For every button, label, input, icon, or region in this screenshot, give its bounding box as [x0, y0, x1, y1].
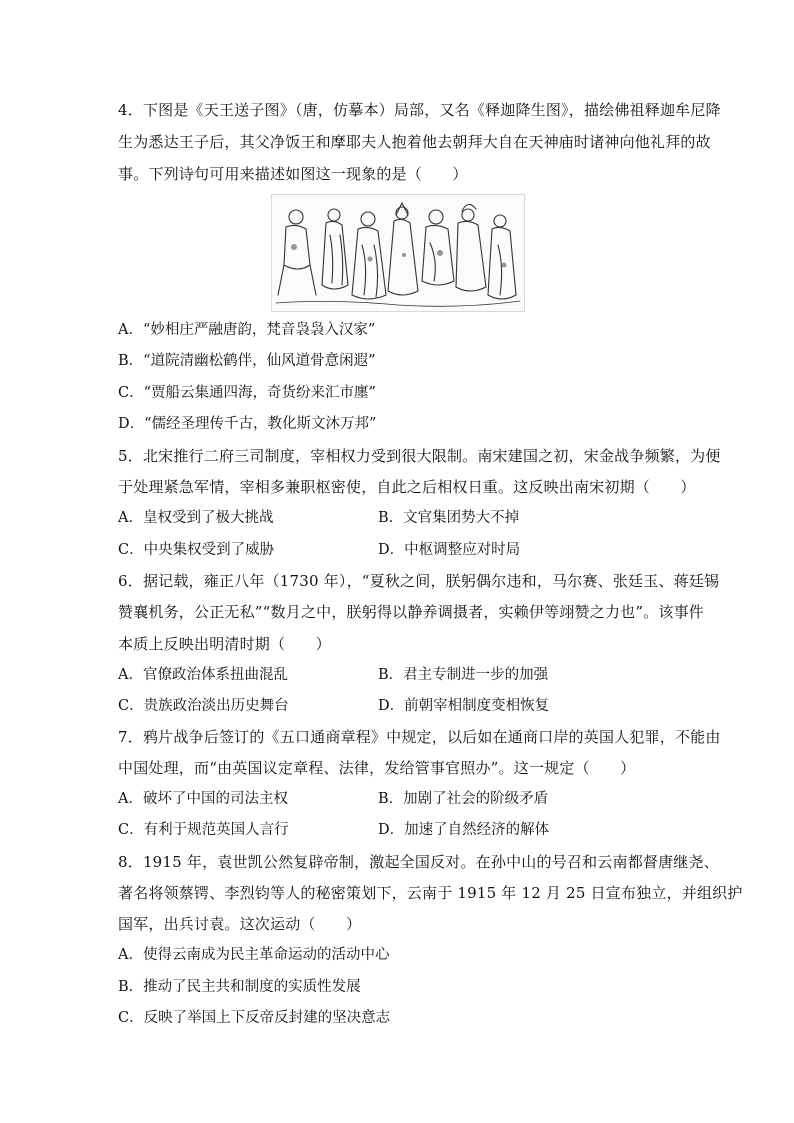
q4-stem-line-3: 事。下列诗句可用来描述如图这一现象的是（ ） — [118, 165, 468, 183]
q5-option-a[interactable]: A．皇权受到了极大挑战 — [118, 510, 274, 526]
q4-option-b[interactable]: B．“道院清幽松鹤伴，仙风道骨意闲遐” — [118, 353, 376, 369]
q8-stem-line-3: 国军，出兵讨袁。这次运动（ ） — [118, 915, 362, 933]
q6-stem-line-1: 6．据记载，雍正八年（1730 年），“夏秋之间，朕躬偶尔违和，马尔赛、张廷玉、蒋廷锡 — [118, 572, 720, 590]
q5-stem-line-2: 于处理紧急军情，宰相多兼职枢密使，自此之后相权日重。这反映出南宋初期（ ） — [118, 478, 696, 496]
q4-option-c[interactable]: C．“贾船云集通四海，奇货纷来汇市廛” — [118, 385, 376, 401]
q4-figure-image — [271, 194, 525, 312]
q4-option-a[interactable]: A．“妙相庄严融唐韵，梵音袅袅入汉家” — [118, 322, 376, 338]
q7-stem-line-1: 7．鸦片战争后签订的《五口通商章程》中规定，以后如在通商口岸的英国人犯罪，不能由 — [118, 728, 721, 746]
q7-stem-line-2: 中国处理，而“由英国议定章程、法律，发给管事官照办”。这一规定（ ） — [118, 759, 636, 777]
q5-option-b[interactable]: B．文官集团势大不掉 — [378, 510, 520, 526]
q4-option-d[interactable]: D．“儒经圣理传千古，教化斯文沐万邦” — [118, 416, 377, 432]
q7-option-a[interactable]: A．破坏了中国的司法主权 — [118, 791, 288, 807]
q8-stem-line-1: 8．1915 年，袁世凯公然复辟帝制，激起全国反对。在孙中山的号召和云南都督唐继尧、 — [118, 853, 719, 871]
q8-stem-line-2: 著名将领蔡锷、李烈钧等人的秘密策划下，云南于 1915 年 12 月 25 日宣布独立，并组织护 — [118, 884, 743, 902]
q5-option-c[interactable]: C．中央集权受到了威胁 — [118, 542, 275, 558]
q7-option-b[interactable]: B．加剧了社会的阶级矛盾 — [378, 791, 549, 807]
q6-option-a[interactable]: A．官僚政治体系扭曲混乱 — [118, 667, 288, 683]
q6-stem-line-2: 赞襄机务，公正无私”“数月之中，朕躬得以静养调摄者，实赖伊等翊赞之力也”。该事件 — [118, 603, 705, 621]
q4-stem-line-1: 4．下图是《天王送子图》（唐，仿摹本）局部，又名《释迦降生图》，描绘佛祖释迦牟尼降 — [118, 101, 721, 119]
q6-stem-line-3: 本质上反映出明清时期（ ） — [118, 635, 331, 653]
q4-stem-line-2: 生为悉达王子后，其父净饭王和摩耶夫人抱着他去朝拜大自在天神庙时诸神向他礼拜的故 — [118, 133, 711, 151]
q8-option-c[interactable]: C．反映了举国上下反帝反封建的坚决意志 — [118, 1010, 391, 1026]
q5-stem-line-1: 5．北宋推行二府三司制度，宰相权力受到很大限制。南宋建国之初，宋金战争频繁，为便 — [118, 447, 721, 465]
q8-option-b[interactable]: B．推动了民主共和制度的实质性发展 — [118, 979, 361, 995]
ink-painting-figures-icon — [272, 195, 524, 311]
q5-option-d[interactable]: D．中枢调整应对时局 — [378, 542, 521, 558]
q6-option-d[interactable]: D．前朝宰相制度变相恢复 — [378, 698, 550, 714]
q6-option-c[interactable]: C．贵族政治淡出历史舞台 — [118, 698, 289, 714]
q8-option-a[interactable]: A．使得云南成为民主革命运动的活动中心 — [118, 947, 390, 963]
q7-option-d[interactable]: D．加速了自然经济的解体 — [378, 822, 550, 838]
q6-option-b[interactable]: B．君主专制进一步的加强 — [378, 667, 549, 683]
q7-option-c[interactable]: C．有利于规范英国人言行 — [118, 822, 289, 838]
